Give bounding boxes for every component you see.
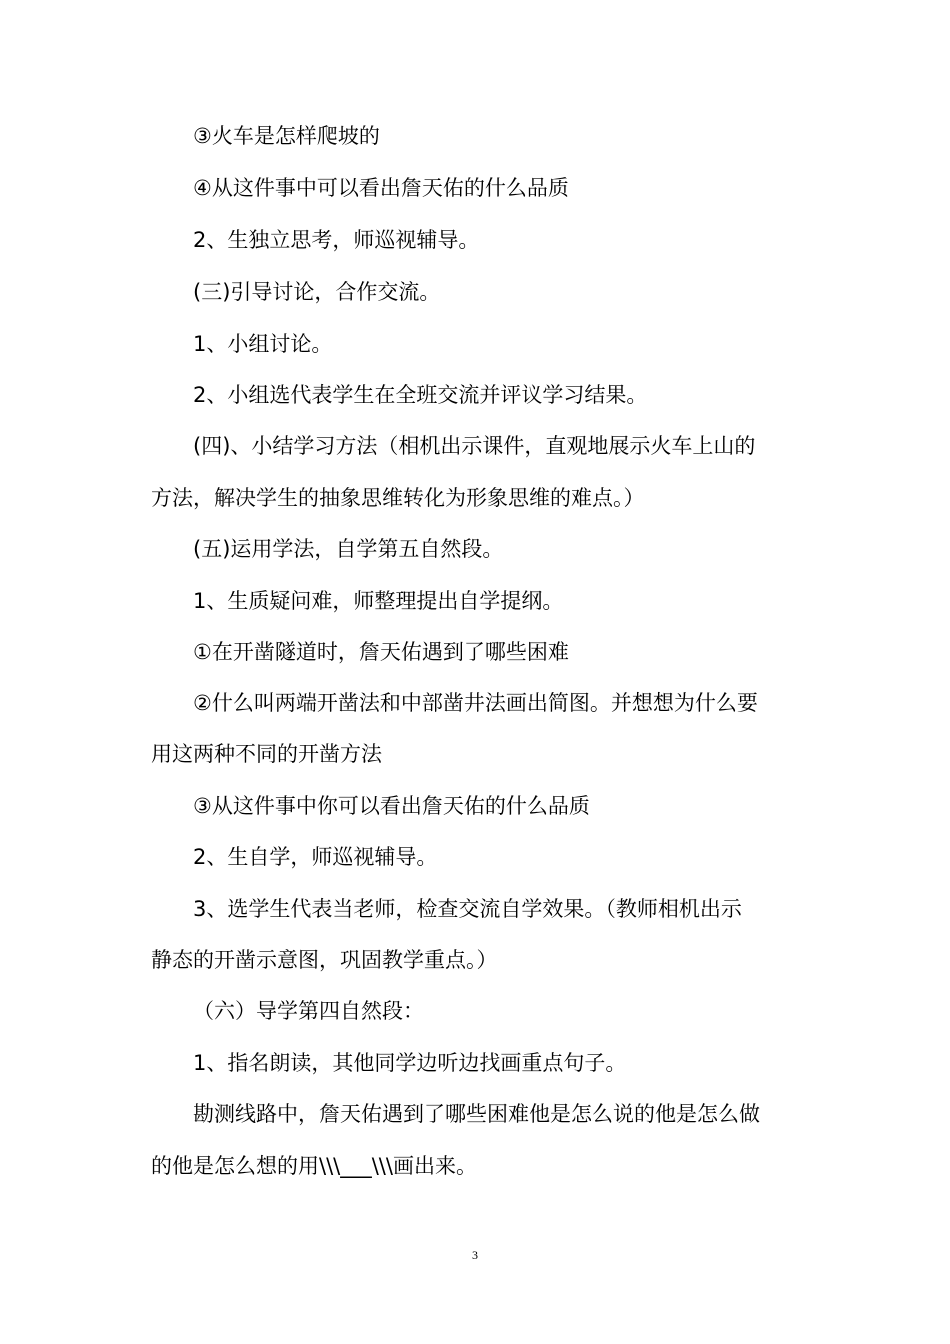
text-line: 勘测线路中，詹天佑遇到了哪些困难他是怎么说的他是怎么做 (193, 1102, 760, 1126)
text-line: 1、指名朗读，其他同学边听边找画重点句子。 (193, 1051, 627, 1075)
text-line: ①在开凿隧道时，詹天佑遇到了哪些困难 (193, 640, 569, 664)
text-line: 1、小组讨论。 (193, 332, 333, 356)
text-line: 2、小组选代表学生在全班交流并评议学习结果。 (193, 383, 648, 407)
text-line-continuation: 用这两种不同的开凿方法 (151, 742, 382, 766)
text-line-continuation: 静态的开凿示意图，巩固教学重点。） (151, 948, 498, 972)
text-line: 1、生质疑问难，师整理提出自学提纲。 (193, 589, 564, 613)
text-line: ③从这件事中你可以看出詹天佑的什么品质 (193, 794, 590, 818)
page-number: 3 (472, 1248, 478, 1262)
section-heading: (三)引导讨论，合作交流。 (193, 280, 441, 304)
text-line: ③火车是怎样爬坡的 (193, 124, 380, 148)
text-line: 3、选学生代表当老师，检查交流自学效果。（教师相机出示 (193, 897, 742, 921)
text-line: ②什么叫两端开凿法和中部凿井法画出简图。并想想为什么要 (193, 691, 758, 715)
text-line-continuation: 的他是怎么想的用\\\___\\\画出来。 (151, 1154, 477, 1178)
section-heading: (五)运用学法，自学第五自然段。 (193, 537, 504, 561)
text-line: 2、生自学，师巡视辅导。 (193, 845, 438, 869)
text-line-continuation: 方法，解决学生的抽象思维转化为形象思维的难点。） (151, 486, 645, 510)
section-heading: (四)、小结学习方法（相机出示课件，直观地展示火车上山的 (193, 434, 756, 458)
text-line: ④从这件事中可以看出詹天佑的什么品质 (193, 176, 569, 200)
text-line: 2、生独立思考，师巡视辅导。 (193, 228, 480, 252)
section-heading: （六）导学第四自然段： (193, 999, 424, 1023)
